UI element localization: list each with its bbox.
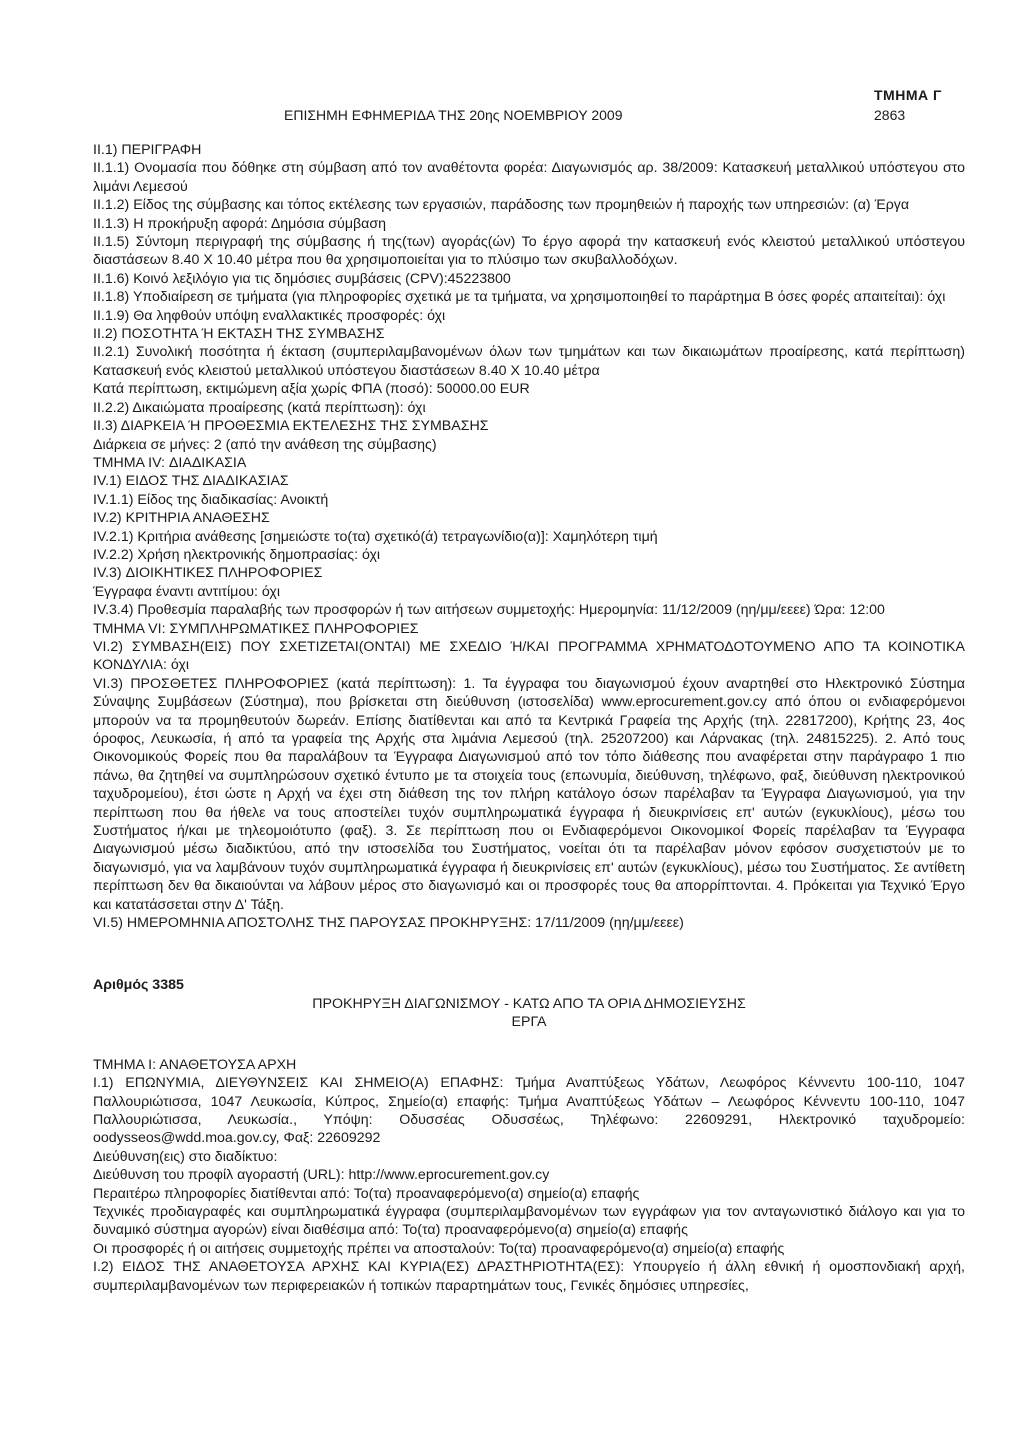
paragraph: VI.5) ΗΜΕΡΟΜΗΝΙΑ ΑΠΟΣΤΟΛΗΣ ΤΗΣ ΠΑΡΟΥΣΑΣ ΠΡΟΚΗΡΥΞΗΣ: 17/11/2009 (ηη/μμ/εεεε) (93, 915, 684, 932)
paragraph: ΙΙ.1.3) Η προκήρυξη αφορά: Δημόσια σύμβαση (93, 215, 386, 232)
gazette-title: ΕΠΙΣΗΜΗ ΕΦΗΜΕΡΙΔΑ ΤΗΣ 20ης ΝΟΕΜΒΡΙΟΥ 2009 (284, 107, 623, 123)
paragraph: ΙΙ.1.5) Σύντομη περιγραφή της σύμβασης ή της(των) αγοράς(ών) Το έργο αφορά την κατασκευή ενός κλειστού μεταλλικού υπόστεγου διαστάσεων 8.40 Χ 10.40 μέτρα που θα χρησιμοποιείται για το πλύσιμο των σκυβαλλοδόχων. (93, 234, 965, 269)
paragraph: ΙΙ.2) ΠΟΣΟΤΗΤΑ Ή ΕΚΤΑΣΗ ΤΗΣ ΣΥΜΒΑΣΗΣ (93, 326, 385, 343)
paragraph: ΙΙ.1.2) Είδος της σύμβασης και τόπος εκτέλεσης των εργασιών, παράδοσης των προμηθειών ή παροχής των υπηρεσιών: (α) Έργα (93, 197, 910, 214)
page-number: 2863 (874, 107, 906, 123)
paragraph: ΙΙ.1) ΠΕΡΙΓΡΑΦΗ (93, 142, 202, 158)
paragraph: ΤΜΗΜΑ IV: ΔΙΑΔΙΚΑΣΙΑ (93, 454, 247, 471)
paragraph: IV.3) ΔΙΟΙΚΗΤΙΚΕΣ ΠΛΗΡΟΦΟΡΙΕΣ (93, 565, 323, 582)
notice-number: Αριθμός 3385 (93, 977, 184, 994)
paragraph: Ι.1) ΕΠΩΝΥΜΙΑ, ΔΙΕΥΘΥΝΣΕΙΣ ΚΑΙ ΣΗΜΕΙΟ(Α) ΕΠΑΦΗΣ: Τμήμα Αναπτύξεως Υδάτων, Λεωφόρος Κέννεντυ 100-110, 1047 Παλλουριώτισσα, 1047 Λευκωσία, Κύπρος, Σημείο(α) επαφής: Τμήμα Αναπτύξεως Υδάτων – Λεωφόρος Κέννεντυ 100-110, 1047 Παλλουριώτισσα, Λευκωσία., Υπόψη: Οδυσσέας Οδυσσέως, Τηλέφωνο: 22609291, Ηλεκτρονικό ταχυδρομείο: oodysseos@wdd.moa.gov.cy, Φαξ: 22609292 (93, 1075, 965, 1147)
paragraph: ΙΙ.1.9) Θα ληφθούν υπόψη εναλλακτικές προσφορές: όχι (93, 307, 446, 324)
paragraph: Διεύθυνση(εις) στο διαδίκτυο: (93, 1148, 278, 1165)
paragraph: ΙΙ.1.6) Κοινό λεξιλόγιο για τις δημόσιες συμβάσεις (CPV):45223800 (93, 270, 511, 287)
paragraph: ΤΜΗΜΑ VI: ΣΥΜΠΛΗΡΩΜΑΤΙΚΕΣ ΠΛΗΡΟΦΟΡΙΕΣ (93, 620, 419, 637)
paragraph: IV.2.2) Χρήση ηλεκτρονικής δημοπρασίας: όχι (93, 546, 381, 563)
paragraph: VI.3) ΠΡΟΣΘΕΤΕΣ ΠΛΗΡΟΦΟΡΙΕΣ (κατά περίπτωση): 1. Τα έγγραφα του διαγωνισμού έχουν αναρτηθεί στο Ηλεκτρονικό Σύστημα Σύναψης Συμβάσεων (Σύστημα), που βρίσκεται στη διεύθυνση (ιστοσελίδα) www.eprocurement.gov.cy από όπου οι ενδιαφερόμενοι μπορούν να τα προμηθευτούν δωρεάν. Επίσης διατίθενται και από τα Κεντρικά Γραφεία της Αρχής (τηλ. 22817200), Κρήτης 23, 4ος όροφος, Λευκωσία, ή από τα γραφεία της Αρχής στα λιμάνια Λεμεσού (τηλ. 25207200) και Λάρνακας (τηλ. 24815225). 2. Από τους Οικονομικούς Φορείς που θα παραλάβουν τα Έγγραφα Διαγωνισμού από τον τόπο διάθεσης που αναφέρεται στην παράγραφο 1 πιο πάνω, θα ζητηθεί να συμπληρώσουν σχετικό έντυπο με τα στοιχεία τους (επωνυμία, διεύθυνση, τηλέφωνο, φαξ, διεύθυνση ηλεκτρονικού ταχυδρομείου), έτσι ώστε η Αρχή να έχει στη διάθεση της τον πλήρη κατάλογο όσων παρέλαβαν τα Έγγραφα Διαγωνισμού, για την περίπτωση που θα ήθελε να τους αποστείλει τυχόν συμπληρωματικά έγγραφα ή διευκρινίσεις επ' αυτών (εγκυκλίους), μέσω του Συστήματος ή/και με τηλεομοιότυπο (φαξ). 3. Σε περίπτωση που οι Ενδιαφερόμενοι Οικονομικοί Φορείς παρέλαβαν τα Έγγραφα Διαγωνισμού μέσω διαδικτύου, από την ιστοσελίδα του Συστήματος, νοείται ότι τα παρέλαβαν μόνον εφόσον συσχετιστούν με το διαγωνισμό, για να λαμβάνουν τυχόν συμπληρωματικά έγγραφα ή διευκρινίσεις επ' αυτών (εγκυκλίους), μέσω του Συστήματος. Σε αντίθετη περίπτωση δεν θα δικαιούνται να λάβουν μέρος στο διαγωνισμό και οι προσφορές τους θα απορρίπτονται. 4. Πρόκειται για Τεχνικό Έργο και κατατάσσεται στην Δ' Τάξη. (93, 675, 965, 913)
notice-subtitle: ΕΡΓΑ (511, 1014, 547, 1031)
paragraph: ΤΜΗΜΑ Ι: ΑΝΑΘΕΤΟΥΣΑ ΑΡΧΗ (93, 1056, 297, 1073)
paragraph: ΙΙ.3) ΔΙΑΡΚΕΙΑ Ή ΠΡΟΘΕΣΜΙΑ ΕΚΤΕΛΕΣΗΣ ΤΗΣ ΣΥΜΒΑΣΗΣ (93, 418, 489, 435)
paragraph: Έγγραφα έναντι αντιτίμου: όχι (93, 583, 280, 600)
notice-title: ΠΡΟΚΗΡΥΞΗ ΔΙΑΓΩΝΙΣΜΟΥ - ΚΑΤΩ ΑΠΟ ΤΑ ΟΡΙΑ ΔΗΜΟΣΙΕΥΣΗΣ (312, 995, 746, 1012)
paragraph: Ι.2) ΕΙΔΟΣ ΤΗΣ ΑΝΑΘΕΤΟΥΣΑ ΑΡΧΗΣ ΚΑΙ ΚΥΡΙΑ(ΕΣ) ΔΡΑΣΤΗΡΙΟΤΗΤΑ(ΕΣ): Υπουργείο ή άλλη εθνική ή ομοσπονδιακή αρχή, συμπεριλαμβανομένων των περιφερειακών ή τοπικών παραρτημάτων τους, Γενικές δημόσιες υπηρεσίες, (93, 1259, 965, 1294)
paragraph: VI.2) ΣΥΜΒΑΣΗ(ΕΙΣ) ΠΟΥ ΣΧΕΤΙΖΕΤΑΙ(ΟΝΤΑΙ) ΜΕ ΣΧΕΔΙΟ Ή/ΚΑΙ ΠΡΟΓΡΑΜΜΑ ΧΡΗΜΑΤΟΔΟΤΟΥΜΕΝΟ ΑΠΟ ΤΑ ΚΟΙΝΟΤΙΚΑ ΚΟΝΔΥΛΙΑ: όχι (93, 638, 965, 674)
paragraph: IV.3.4) Προθεσμία παραλαβής των προσφορών ή των αιτήσεων συμμετοχής: Ημερομηνία: 11/12/2009 (ηη/μμ/εεεε) Ώρα: 12:00 (93, 602, 885, 619)
paragraph: ΙΙ.2.1) Συνολική ποσότητα ή έκταση (συμπεριλαμβανομένων όλων των τμημάτων και των δικαιωμάτων προαίρεσης, κατά περίπτωση) Κατασκευή ενός κλειστού μεταλλικού υπόστεγου διαστάσεων 8.40 Χ 10.40 μέτρα (93, 344, 965, 379)
paragraph: Οι προσφορές ή οι αιτήσεις συμμετοχής πρέπει να αποσταλούν: Το(τα) προαναφερόμενο(α) σημείο(α) επαφής (93, 1240, 785, 1257)
paragraph: IV.1) ΕΙΔΟΣ ΤΗΣ ΔΙΑΔΙΚΑΣΙΑΣ (93, 473, 289, 490)
document-body (93, 141, 965, 1295)
paragraph: IV.1.1) Είδος της διαδικασίας: Ανοικτή (93, 491, 329, 508)
paragraph: ΙΙ.1.1) Ονομασία που δόθηκε στη σύμβαση από τον αναθέτοντα φορέα: Διαγωνισμός αρ. 38/2009: Κατασκευή μεταλλικού υπόστεγου στο λιμάνι Λεμεσού (93, 160, 965, 195)
paragraph: Διάρκεια σε μήνες: 2 (από την ανάθεση της σύμβασης) (93, 436, 437, 453)
paragraph: ΙΙ.2.2) Δικαιώματα προαίρεσης (κατά περίπτωση): όχι (93, 399, 426, 416)
paragraph: IV.2) ΚΡΙΤΗΡΙΑ ΑΝΑΘΕΣΗΣ (93, 510, 270, 527)
paragraph: Περαιτέρω πληροφορίες διατίθενται από: Το(τα) προαναφερόμενο(α) σημείο(α) επαφής (93, 1185, 640, 1202)
section-gap (93, 932, 965, 976)
paragraph: ΙΙ.1.8) Υποδιαίρεση σε τμήματα (για πληροφορίες σχετικά με τα τμήματα, να χρησιμοποιηθεί το παράρτημα Β όσες φορές απαιτείται): όχι (93, 289, 946, 306)
section-part-1 (93, 141, 965, 932)
paragraph: Τεχνικές προδιαγραφές και συμπληρωματικά έγγραφα (συμπεριλαμβανομένων των εγγράφων για τον ανταγωνιστικό διάλογο και για το δυναμικό σύστημα αγορών) είναι διαθέσιμα από: Το(τα) προαναφερόμενο(α) σημείο(α) επαφής (93, 1203, 965, 1239)
paragraph: Διεύθυνση του προφίλ αγοραστή (URL): http://www.eprocurement.gov.cy (93, 1167, 550, 1184)
paragraph: IV.2.1) Κριτήρια ανάθεσης [σημειώστε το(τα) σχετικό(ά) τετραγωνίδιο(α)]: Χαμηλότερη τιμή (93, 528, 658, 545)
paragraph: Κατά περίπτωση, εκτιμώμενη αξία χωρίς ΦΠΑ (ποσό): 50000.00 EUR (93, 381, 530, 398)
section-part-2 (93, 1056, 965, 1295)
section-label: ΤΜΗΜΑ Γ (874, 87, 942, 103)
